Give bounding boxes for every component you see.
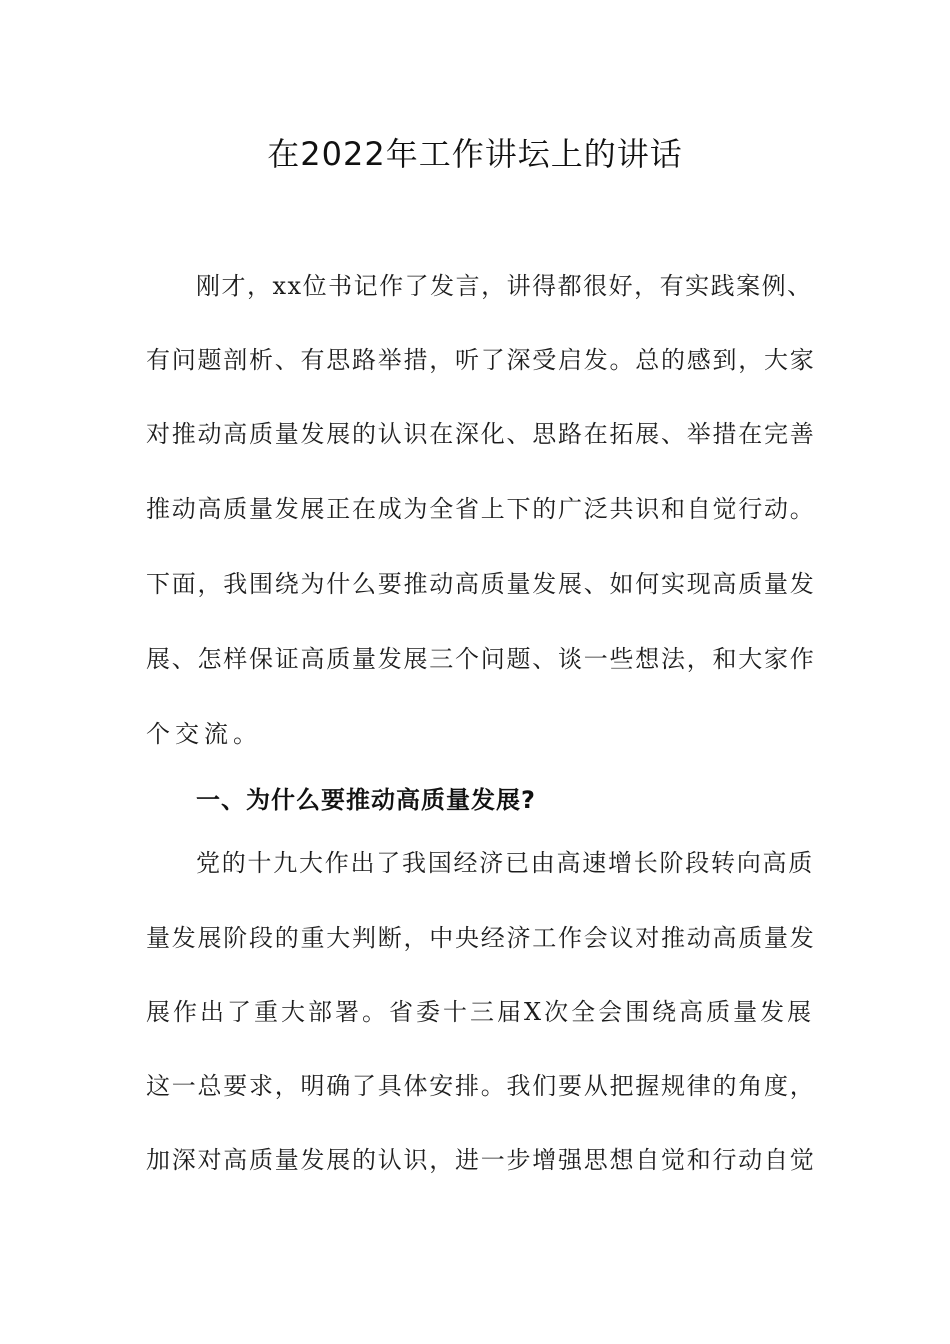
- text-line: 有问题剖析、有思路举措，听了深受启发。总的感到，大家: [146, 346, 816, 374]
- document-title: 在2022年工作讲坛上的讲话: [267, 135, 683, 173]
- text-line: 加深对高质量发展的认识，进一步增强思想自觉和行动自觉: [146, 1146, 816, 1174]
- text-line: 对推动高质量发展的认识在深化、思路在拓展、举措在完善: [146, 420, 816, 448]
- text-line: 这一总要求，明确了具体安排。我们要从把握规律的角度，: [146, 1072, 816, 1100]
- section-heading: 一、为什么要推动高质量发展?: [196, 786, 536, 814]
- text-line: 推动高质量发展正在成为全省上下的广泛共识和自觉行动。: [146, 495, 816, 523]
- text-line: 党的十九大作出了我国经济已由高速增长阶段转向高质: [196, 849, 814, 877]
- text-line: 刚才，xx位书记作了发言，讲得都很好，有实践案例、: [196, 272, 813, 300]
- text-line: 个交流。: [146, 720, 262, 748]
- text-line: 量发展阶段的重大判断，中央经济工作会议对推动高质量发: [146, 924, 816, 952]
- text-line: 展作出了重大部署。省委十三届X次全会围绕高质量发展: [146, 998, 815, 1026]
- text-line: 下面，我围绕为什么要推动高质量发展、如何实现高质量发: [146, 570, 816, 598]
- text-line: 展、怎样保证高质量发展三个问题、谈一些想法，和大家作: [146, 645, 816, 673]
